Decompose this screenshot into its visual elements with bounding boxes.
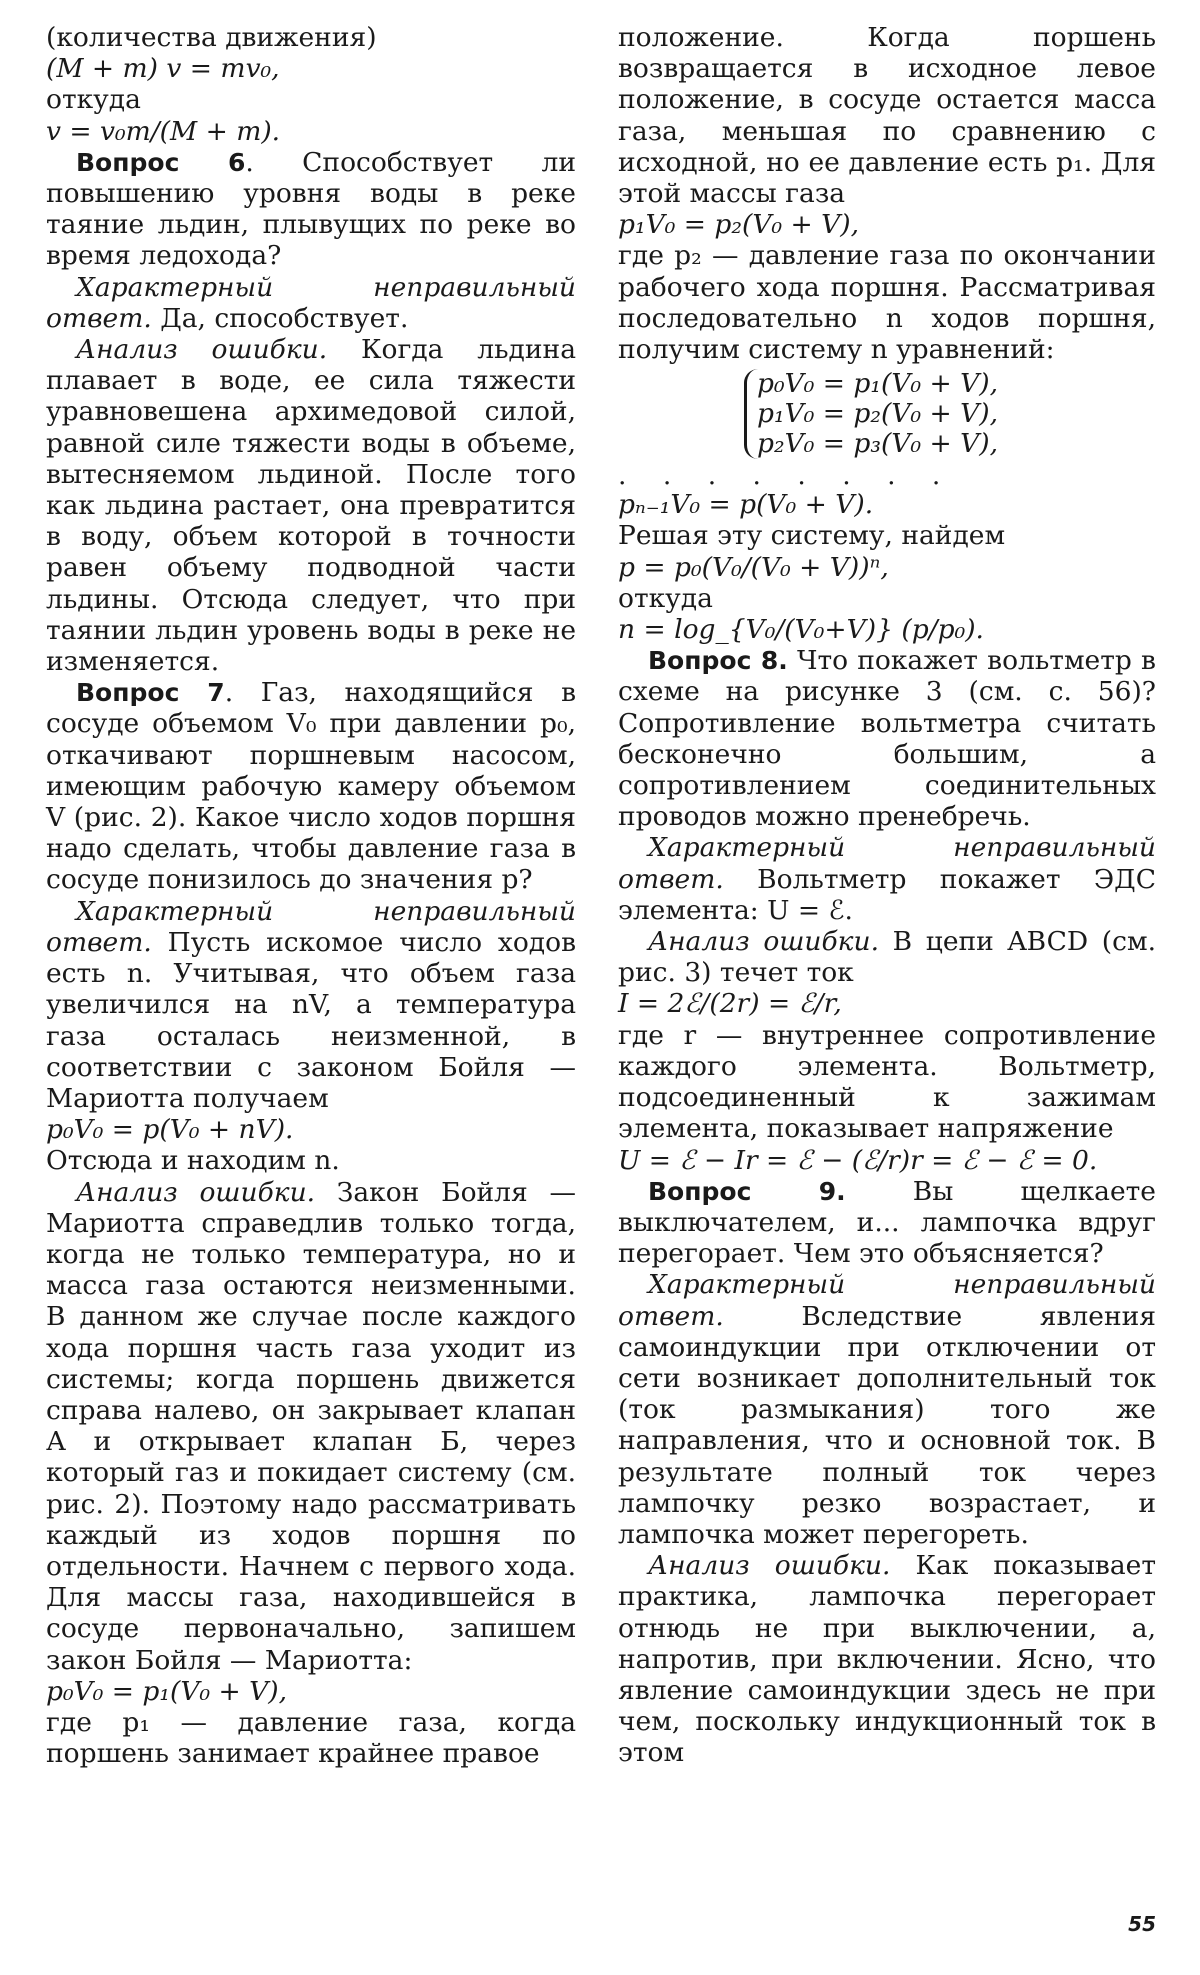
text-line: (количества движения) — [46, 22, 377, 53]
text-paragraph: положение. Когда поршень возвращается в исходное левое положение, в сосуде остается масса газа, меньшая по сравнению с исходной, но ее давление есть p₁. Для этой массы газа — [618, 22, 1156, 210]
text-line: Решая эту систему, найдем — [618, 520, 1006, 552]
system-equation: p₀V₀ = p₁(V₀ + V), — [757, 368, 999, 400]
text-paragraph: где r — внутреннее сопротивление каждого элемента. Вольтметр, подсоединенный к зажимам элемента, показывает напряжение — [618, 1019, 1156, 1145]
text-line: откуда — [46, 84, 141, 116]
analysis-text: Закон Бойля — Мариотта справедлив только тогда, когда не только температура, но и масса газа остаются неизменными. В данном же случае после каждого хода поршня часть газа уходит из системы; когда поршень движется справа налево, он закрывает клапан А и открывает клапан Б, через который газ и покидает систему (см. рис. 2). Поэтому надо рассматривать каждый из ходов поршня по отдельности. Начнем с первого хода. Для массы газа, находившейся в сосуде первоначально, запишем закон Бойля — Мариотта: — [46, 1176, 576, 1676]
equation: p₀V₀ = p(V₀ + nV). — [46, 1114, 294, 1146]
equation: p₁V₀ = p₂(V₀ + V), — [618, 209, 860, 241]
analysis-text: В цепи ABCD (см. рис. 3) течет ток — [618, 926, 1156, 989]
wrong-answer — [46, 896, 576, 1114]
system-equation: p₂V₀ = p₃(V₀ + V), — [757, 428, 999, 460]
system-equation: p₁V₀ = p₂(V₀ + V), — [757, 398, 999, 430]
question-8 — [618, 645, 1156, 832]
question-7 — [46, 677, 576, 895]
equation-system — [744, 369, 1156, 459]
text-line: где p₁ — давление газа, когда поршень занимает крайнее правое — [46, 1706, 576, 1770]
error-analysis — [46, 334, 576, 677]
question-label: Вопрос 6 — [76, 147, 246, 177]
wrong-answer-label: Характерный неправильный ответ. — [618, 1269, 1156, 1332]
equation: (M + m) v = mv₀, — [46, 53, 280, 85]
question-label: Вопрос 7 — [76, 678, 225, 708]
question-9 — [618, 1176, 1156, 1270]
question-6 — [46, 147, 576, 272]
question-text: Что покажет вольтметр в схеме на рисунке 3 (см. с. 56)? Сопротивление вольтметра считать бесконечно большим, а сопротивлением соединительных проводов можно пренебречь. — [618, 645, 1156, 833]
equation: p₀V₀ = p₁(V₀ + V), — [46, 1675, 288, 1707]
wrong-answer — [618, 832, 1156, 926]
analysis-label: Анализ ошибки. — [76, 1176, 316, 1208]
question-text: . Газ, находящийся в сосуде объемом V₀ при давлении p₀, откачивают поршневым насосом, имеющим рабочую камеру объемом V (рис. 2). Какое число ходов поршня надо сделать, чтобы давление газа в сосуде понизилось до значения p? — [46, 677, 576, 896]
analysis-text: Когда льдина плавает в воде, ее сила тяжести уравновешена архимедовой силой, равной силе тяжести воды в объеме, вытесняемом льдиной. После того как льдина растает, она превратится в воду, объем которой в точности равен объему подводной части льдины. Отсюда следует, что при таянии льдин уровень воды в реке не изменяется. — [46, 334, 576, 678]
analysis-label: Анализ ошибки. — [648, 926, 879, 958]
left-column — [46, 22, 576, 1769]
wrong-answer-text: Да, способствует. — [160, 302, 409, 334]
text-line: Отсюда и находим n. — [46, 1145, 340, 1177]
error-analysis — [618, 926, 1156, 988]
error-analysis — [46, 1177, 576, 1676]
wrong-answer-text: Пусть искомое число ходов есть n. Учитывая, что объем газа увеличился на nV, а температура газа осталась неизменной, в соответствии с законом Бойля — Мариотта получаем — [46, 926, 576, 1114]
wrong-answer-text: Вольтметр покажет ЭДС элемента: U = ℰ. — [618, 863, 1156, 926]
question-label: Вопрос 9. — [648, 1176, 846, 1206]
equation: I = 2ℰ/(2r) = ℰ/r, — [618, 988, 842, 1020]
text-line: откуда — [618, 582, 713, 614]
question-text: Вы щелкаете выключателем, и... лампочка вдруг перегорает. Чем это объясняется? — [618, 1175, 1156, 1270]
analysis-label: Анализ ошибки. — [76, 334, 328, 366]
wrong-answer — [618, 1269, 1156, 1550]
question-text: . Способствует ли повышению уровня воды в реке таяние льдин, плывущих по реке во время ледохода? — [46, 146, 576, 272]
right-column — [618, 22, 1156, 1769]
equation: v = v₀m/(M + m). — [46, 115, 281, 147]
equation: U = ℰ − Ir = ℰ − (ℰ/r)r = ℰ − ℰ = 0. — [618, 1144, 1098, 1176]
analysis-label: Анализ ошибки. — [648, 1550, 891, 1582]
question-label: Вопрос 8. — [648, 646, 788, 676]
equation: p = p₀(V₀/(V₀ + V))ⁿ, — [618, 551, 889, 583]
wrong-answer-label: Характерный неправильный ответ. — [46, 895, 576, 958]
wrong-answer-text: Вследствие явления самоиндукции при отключении от сети возникает дополнительный ток (ток размыкания) того же направления, что и основной ток. В результате полный ток через лампочку резко возрастает, и лампочка может перегореть. — [618, 1300, 1156, 1550]
text-paragraph: где p₂ — давление газа по окончании рабочего хода поршня. Рассматривая последовательно n ходов поршня, получим систему n уравнений: — [618, 240, 1156, 366]
wrong-answer-label: Характерный неправильный ответ. — [46, 271, 576, 334]
wrong-answer — [46, 272, 576, 334]
ellipsis-dots: . . . . . . . . — [618, 460, 955, 492]
page-number: 55 — [1128, 1912, 1156, 1936]
wrong-answer-label: Характерный неправильный ответ. — [618, 832, 1156, 895]
error-analysis — [618, 1550, 1156, 1768]
equation: n = log_{V₀/(V₀+V)} (p/p₀). — [618, 614, 984, 646]
analysis-text: Как показывает практика, лампочка перегорает отнюдь не при выключении, а, напротив, при включении. Ясно, что явление самоиндукции здесь не при чем, поскольку индукционный ток в этом — [618, 1550, 1156, 1769]
equation: pₙ₋₁V₀ = p(V₀ + V). — [618, 489, 874, 521]
